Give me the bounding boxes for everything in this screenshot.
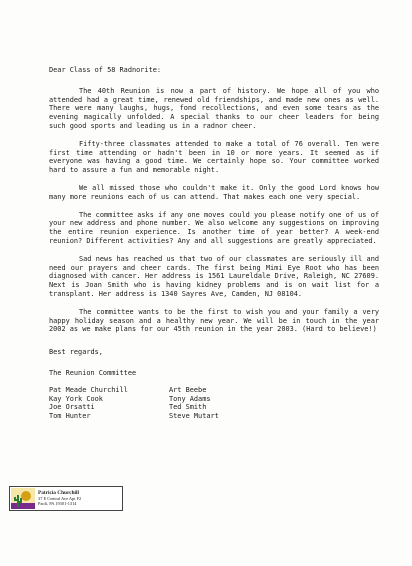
member-name: Kay York Cook [49,394,103,403]
paragraph-missed: We all missed those who couldn't make it. Only the good Lord knows how many more reunions each of us can attend. That makes each one very special. [49,183,379,201]
closing: Best regards, [49,348,103,357]
stamp-address [38,491,81,507]
paragraph-sad-news: Sad news has reached us that two of our classmates are seriously ill and need our prayers and cheer cards. The first being Mimi Eye Root who has been diagnosed with cancer. Her address is 1561 Laureldale Drive, Raleigh, NC 27609. Next is Joan Smith who is having kidney problems and is on wait list for a transplant. Her address is 1340 Sayres Ave, Camden, NJ 08104. [49,254,379,298]
member-name: Tom Hunter [49,412,91,421]
committee-members [49,386,379,421]
member-name: Tony Adams [169,394,211,403]
committee-title: The Reunion Committee [49,368,137,377]
letter-body [49,66,379,421]
member-name: Ted Smith [169,403,207,412]
paragraph-notify: The committee asks if any one moves could you please notify one of us of your new address and phone number. We also welcome any suggestions on improving the entire reunion experience. Is another time of year better? A week-end reunion? Different activities? Any and all suggestions are greatly appreciated. [49,210,379,245]
paragraph-reunion-history: The 40th Reunion is now a part of history. We hope all of you who attended had a great time, renewed old friendships, and made new ones as well. There were many laughs, hugs, fond recollections, and even some tears as the evening magically unfolded. A special thanks to our cheer leaders for being such good sports and leading us in a radnor cheer. [49,86,379,130]
member-name: Pat Meade Churchill [49,385,128,394]
member-name: Steve Mutart [169,412,219,421]
members-column-right [169,386,289,421]
salutation: Dear Class of 58 Radnorite: [49,66,162,74]
member-name: Art Beebe [169,385,207,394]
stamp-address-line2: Paoli, PA 19301-1314 [38,501,77,507]
stamp-address-line1: 37 E Central Ave Apt F2 [38,495,82,501]
paragraph-attendance: Fifty-three classmates attended to make a total of 76 overall. Ten were first time attending or hadn't been in 10 or more years. It seemed as if everyone was having a good time. We certainly hope so. Your committee worked hard to assure a fun and memorable night. [49,139,379,175]
return-address-stamp [9,486,123,511]
paragraph-holiday-wishes: The committee wants to be the first to wish you and your family a very happy holiday season and a healthy new year. We will be in touch in the year 2002 as we make plans for our 45th reunion in the year 2003. (Hard to believe!) [49,307,379,334]
stamp-name: Patricia Churchill [38,489,79,496]
cactus-sunset-icon [11,488,35,509]
members-column-left [49,386,169,421]
member-name: Joe Orsatti [49,403,95,412]
